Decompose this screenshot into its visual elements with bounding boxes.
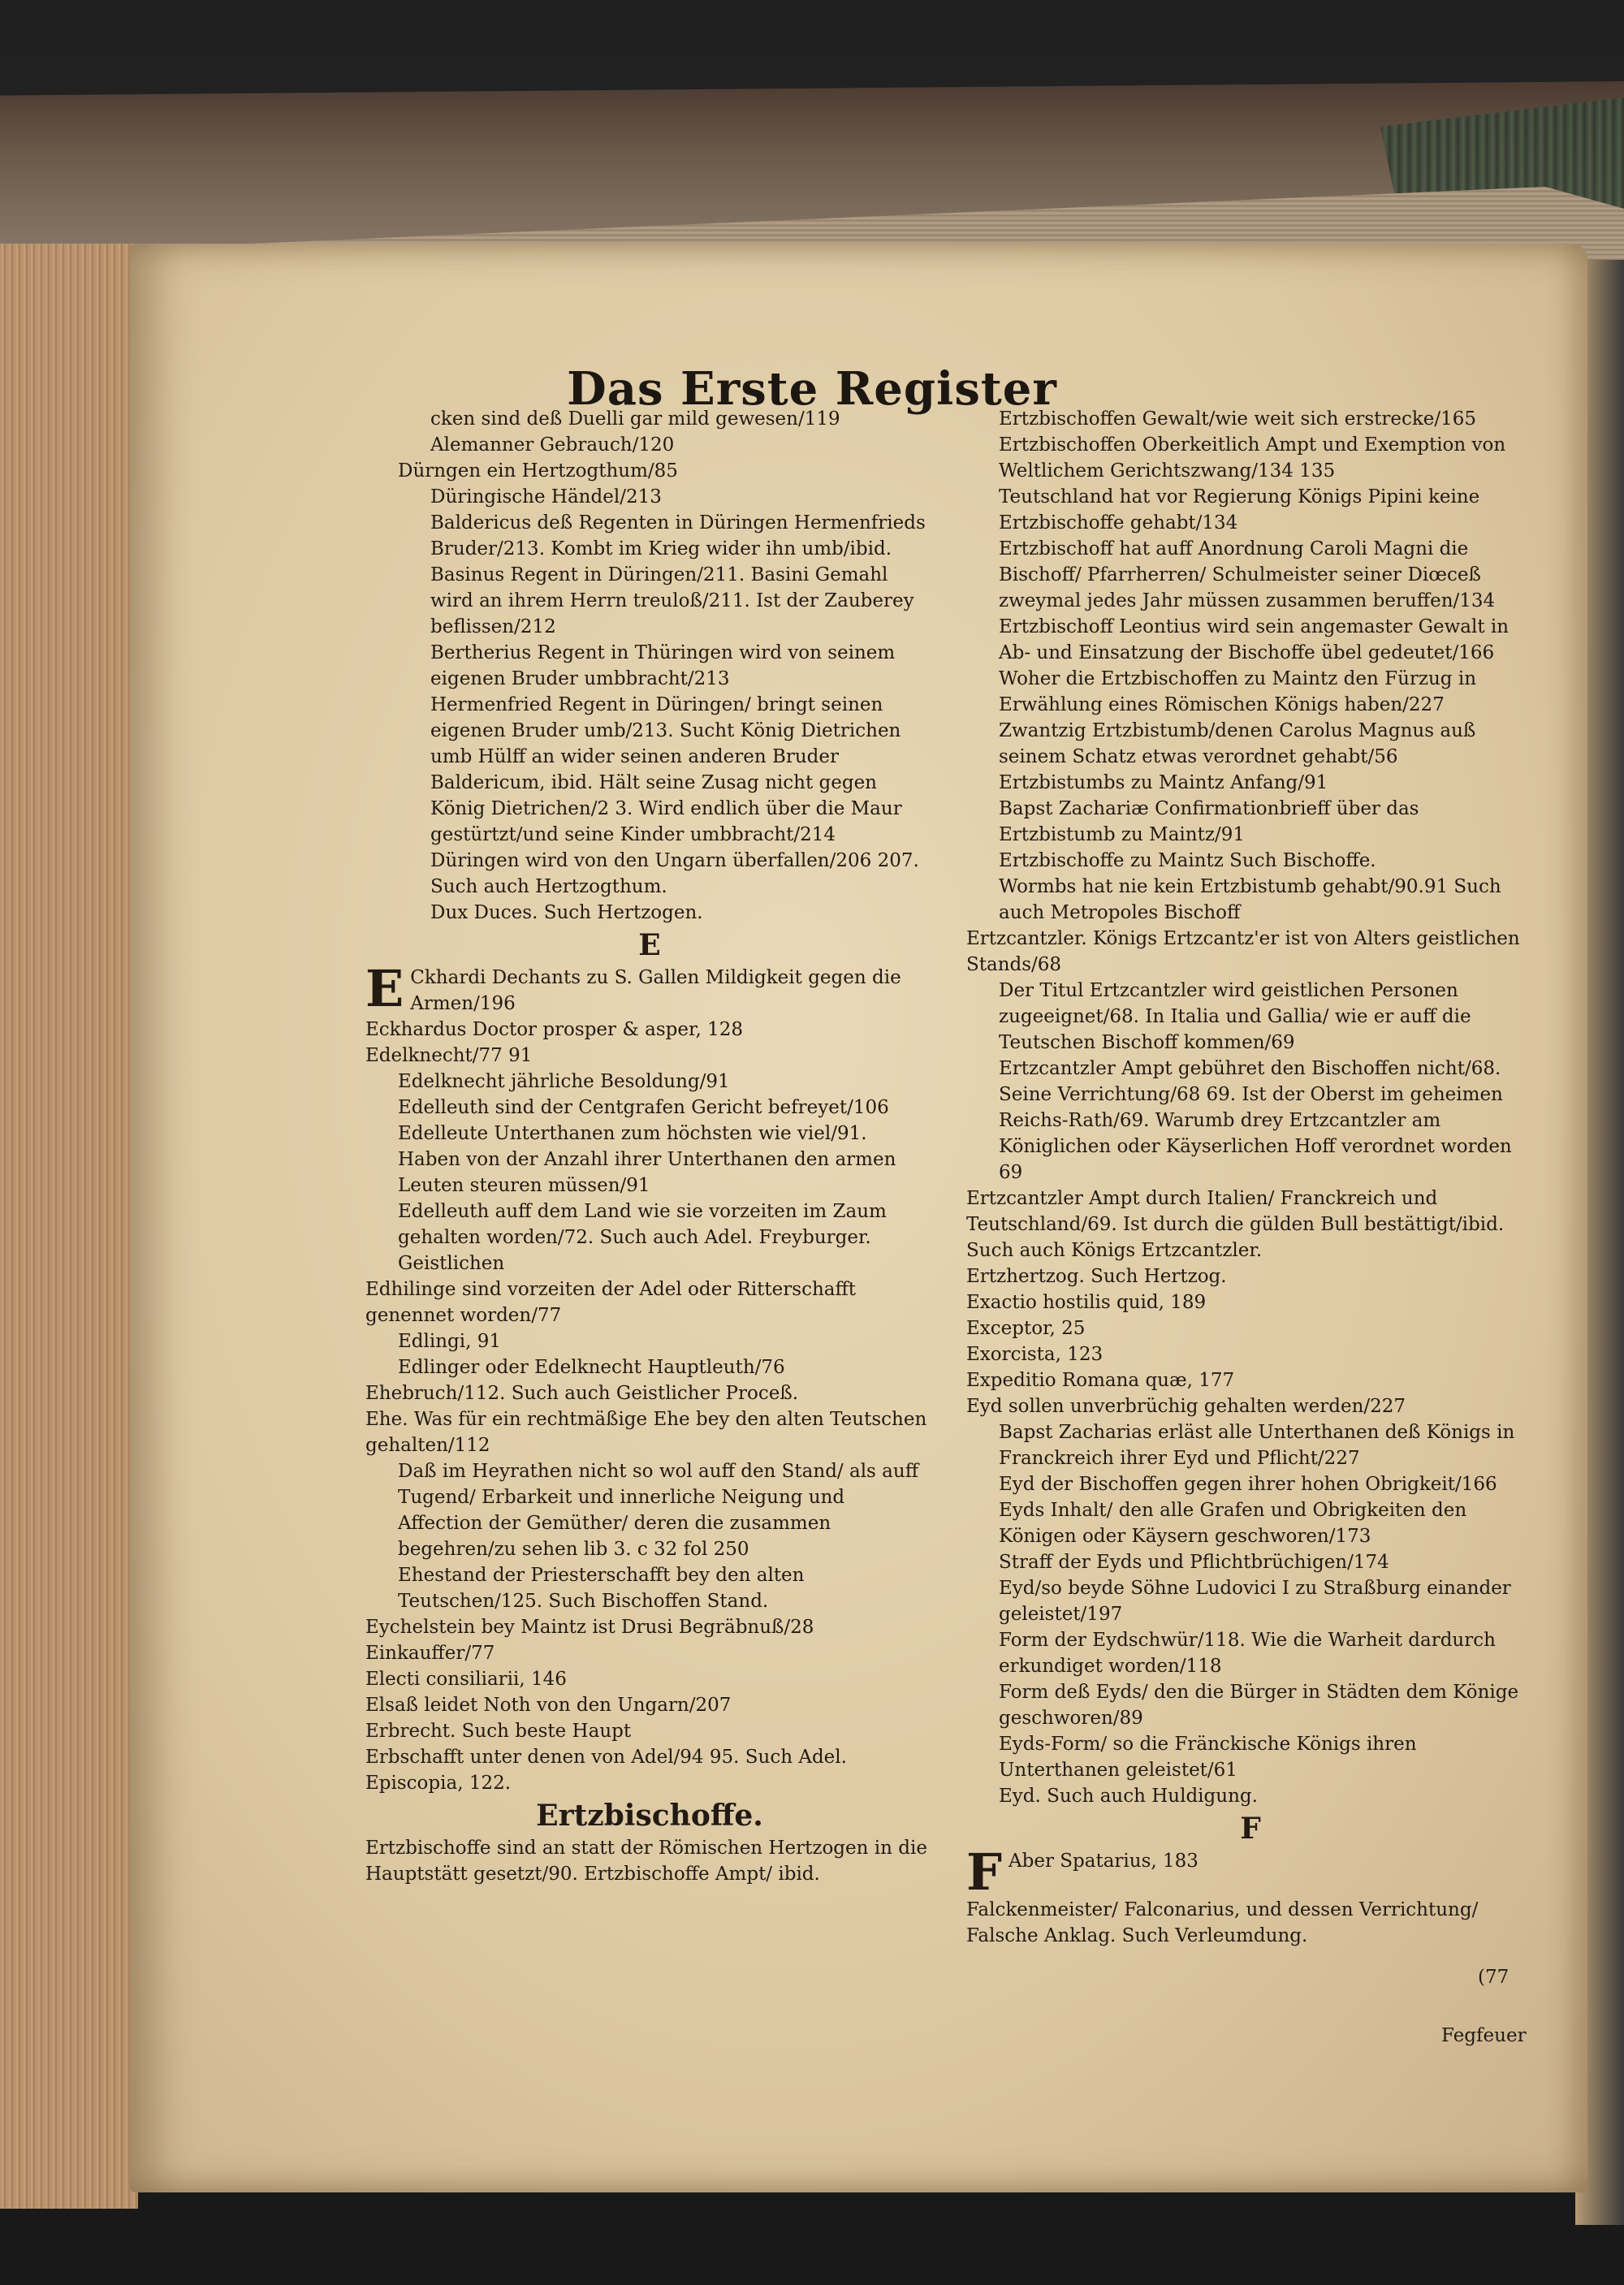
index-entry: Ertzbischoff Leontius wird sein angemaster Gewalt in Ab- und Einsatzung der Bischoffe übel gedeutet/166 bbox=[999, 616, 1510, 663]
index-entry: Hermenfried Regent in Düringen/ bringt seinen eigenen Bruder umb/213. Sucht König Dietrichen umb Hülff an wider seinen anderen Bruder Baldericum, ibid. Hält seine Zusag nicht gegen König Dietrichen/2 3. Wird endlich über die Maur gestürtzt/und seine Kinder umbbracht/214 bbox=[430, 694, 902, 845]
index-entry: Dux Duces. Such Hertzogen. bbox=[430, 902, 703, 923]
index-entry: Exorcista, 123 bbox=[966, 1344, 1104, 1365]
index-entry: Ertzcantzler Ampt gebühret den Bischoffen nicht/68. Seine Verrichtung/68 69. Ist der Oberst im geheimen Reichs-Rath/69. Warumb drey Ertzcantzler am Königlichen oder Käyserlichen Hoff verordnet worden 69 bbox=[999, 1058, 1512, 1183]
index-entry: Der Titul Ertzcantzler wird geistlichen Personen zugeeignet/68. In Italia und Gallia/ wie er auff die Teutschen Bischoff kommen/69 bbox=[999, 980, 1471, 1053]
drop-cap: E bbox=[365, 959, 404, 1018]
index-entry: Teutschland hat vor Regierung Königs Pipini keine Ertzbischoffe gehabt/134 bbox=[999, 486, 1480, 533]
drop-cap-text: Aber Spatarius, 183 bbox=[1009, 1851, 1199, 1872]
index-entry: cken sind deß Duelli gar mild gewesen/119 Alemanner Gebrauch/120 bbox=[430, 408, 840, 456]
index-entry: Dürngen ein Hertzogthum/85 bbox=[398, 460, 678, 482]
index-entry: Eyd/so beyde Söhne Ludovici I zu Straßburg einander geleistet/197 bbox=[999, 1578, 1511, 1625]
index-entry: Edhilinge sind vorzeiten der Adel oder Ritterschafft genennet worden/77 bbox=[365, 1279, 857, 1326]
index-entry: Edelleuth sind der Centgrafen Gericht befreyet/106 bbox=[398, 1097, 889, 1118]
index-entry: Edlingi, 91 bbox=[398, 1331, 502, 1352]
index-entry: Erbrecht. Such beste Haupt bbox=[365, 1721, 632, 1742]
index-entry: Eyd der Bischoffen gegen ihrer hohen Obrigkeit/166 bbox=[999, 1474, 1497, 1495]
page-title: Das Erste Register bbox=[567, 362, 1057, 416]
index-entry-first bbox=[365, 959, 934, 1018]
index-entry: Ertzbischoff hat auff Anordnung Caroli Magni die Bischoff/ Pfarrherren/ Schulmeister seiner Diœceß zweymal jedes Jahr müssen zusammen beruffen/134 bbox=[999, 538, 1496, 611]
index-entry: Düringische Händel/213 bbox=[430, 486, 662, 508]
page-edges-left bbox=[0, 244, 138, 2209]
index-entry: Bapst Zachariæ Confirmationbrieff über das Ertzbistumb zu Maintz/91 bbox=[999, 798, 1419, 845]
drop-cap: F bbox=[966, 1842, 1003, 1902]
index-entry: Woher die Ertzbischoffen zu Maintz den Fürzug in Erwählung eines Römischen Königs haben/227 bbox=[999, 668, 1477, 715]
index-entry: Form der Eydschwür/118. Wie die Warheit dardurch erkundiget worden/118 bbox=[999, 1630, 1496, 1677]
index-entry: Eyds Inhalt/ den alle Grafen und Obrigkeiten den Königen oder Käysern geschworen/173 bbox=[999, 1500, 1467, 1547]
index-entry: Düringen wird von den Ungarn überfallen/206 207. Such auch Hertzogthum. bbox=[430, 850, 919, 897]
index-entry: Ehestand der Priesterschafft bey den alten Teutschen/125. Such Bischoffen Stand. bbox=[398, 1565, 805, 1612]
index-entry: Expeditio Romana quæ, 177 bbox=[966, 1370, 1235, 1391]
index-entry: Elsaß leidet Noth von den Ungarn/207 bbox=[365, 1695, 732, 1716]
index-entry: Eychelstein bey Maintz ist Drusi Begräbnuß/28 bbox=[365, 1617, 814, 1638]
index-entry: Wormbs hat nie kein Ertzbistumb gehabt/90.91 Such auch Metropoles Bischoff bbox=[999, 876, 1501, 923]
index-column-left bbox=[365, 406, 934, 1887]
index-entry: Ertzbischoffe sind an statt der Römischen Hertzogen in die Hauptstätt gesetzt/90. Ertzbischoffe Ampt/ ibid. bbox=[365, 1838, 927, 1885]
index-entry: Eyd sollen unverbrüchig gehalten werden/227 bbox=[966, 1396, 1406, 1417]
index-entry: Zwantzig Ertzbistumb/denen Carolus Magnus auß seinem Schatz etwas verordnet gehabt/56 bbox=[999, 720, 1476, 767]
index-entry: Ertzbischoffe zu Maintz Such Bischoffe. bbox=[999, 850, 1376, 871]
page-number: (77 bbox=[1478, 1967, 1510, 1988]
index-entry: Edelknecht/77 91 bbox=[365, 1045, 533, 1066]
index-entry: Edelknecht jährliche Besoldung/91 bbox=[398, 1071, 730, 1092]
index-entry: Bertherius Regent in Thüringen wird von seinem eigenen Bruder umbbracht/213 bbox=[430, 642, 896, 689]
index-column-right bbox=[966, 406, 1535, 1949]
index-entry: Edlinger oder Edelknecht Hauptleuth/76 bbox=[398, 1357, 785, 1378]
index-entry: Ertzbischoffen Oberkeitlich Ampt und Exemption von Weltlichem Gerichtszwang/134 135 bbox=[999, 434, 1506, 482]
section-letter-f: F bbox=[1240, 1812, 1261, 1846]
index-entry: Bapst Zacharias erläst alle Unterthanen deß Königs in Franckreich ihrer Eyd und Pflicht/227 bbox=[999, 1422, 1515, 1469]
index-entry: Ertzhertzog. Such Hertzog. bbox=[966, 1266, 1227, 1287]
index-entry: Electi consiliarii, 146 bbox=[365, 1669, 567, 1690]
index-entry: Episcopia, 122. bbox=[365, 1773, 512, 1794]
index-entry: Edelleute Unterthanen zum höchsten wie viel/91. Haben von der Anzahl ihrer Unterthanen den armen Leuten steuren müssen/91 bbox=[398, 1123, 896, 1196]
index-entry: Ertzbistumbs zu Maintz Anfang/91 bbox=[999, 772, 1328, 793]
index-entry: Ertzcantzler. Königs Ertzcantz'er ist von Alters geistlichen Stands/68 bbox=[966, 928, 1520, 975]
index-entry: Ertzcantzler Ampt durch Italien/ Franckreich und Teutschland/69. Ist durch die gülden Bull bestättigt/ibid. Such auch Königs Ertzcantzler. bbox=[966, 1188, 1505, 1261]
index-entry: Exceptor, 25 bbox=[966, 1318, 1086, 1339]
drop-cap-text: Ckhardi Dechants zu S. Gallen Mildigkeit gegen die Armen/196 bbox=[410, 967, 901, 1014]
index-entry: Straff der Eyds und Pflichtbrüchigen/174 bbox=[999, 1552, 1389, 1573]
index-entry: Edelleuth auff dem Land wie sie vorzeiten im Zaum gehalten worden/72. Such auch Adel. Freyburger. Geistlichen bbox=[398, 1201, 887, 1274]
index-entry: Exactio hostilis quid, 189 bbox=[966, 1292, 1207, 1313]
section-letter-e: E bbox=[638, 928, 661, 962]
index-entry: Erbschafft unter denen von Adel/94 95. Such Adel. bbox=[365, 1747, 847, 1768]
index-entry: Form deß Eyds/ den die Bürger in Städten dem Könige geschworen/89 bbox=[999, 1682, 1519, 1729]
index-entry: Eckhardus Doctor prosper & asper, 128 bbox=[365, 1019, 743, 1040]
subheading-ertzbischoffe: Ertzbischoffe. bbox=[536, 1799, 763, 1833]
index-entry: Einkauffer/77 bbox=[365, 1643, 495, 1664]
index-entry: Falsche Anklag. Such Verleumdung. bbox=[966, 1925, 1308, 1946]
index-entry: Basinus Regent in Düringen/211. Basini Gemahl wird an ihrem Herrn treuloß/211. Ist der Zauberey beflissen/212 bbox=[430, 564, 914, 637]
index-entry: Ertzbischoffen Gewalt/wie weit sich erstrecke/165 bbox=[999, 408, 1477, 430]
index-entry: Falckenmeister/ Falconarius, und dessen Verrichtung/ bbox=[966, 1899, 1479, 1920]
index-entry: Daß im Heyrathen nicht so wol auff den Stand/ als auff Tugend/ Erbarkeit und innerliche Neigung und Affection der Gemüther/ deren die zusammen begehren/zu sehen lib 3. c 32 fol 250 bbox=[398, 1461, 919, 1560]
catchword: Fegfeuer bbox=[1441, 2025, 1527, 2046]
index-entry: Eyd. Such auch Huldigung. bbox=[999, 1786, 1258, 1807]
index-entry: Ehe. Was für ein rechtmäßige Ehe bey den alten Teutschen gehalten/112 bbox=[365, 1409, 927, 1456]
index-entry-first bbox=[966, 1842, 1535, 1902]
index-entry: Baldericus deß Regenten in Düringen Hermenfrieds Bruder/213. Kombt im Krieg wider ihn umb/ibid. bbox=[430, 512, 926, 559]
index-entry: Eyds-Form/ so die Fränckische Königs ihren Unterthanen geleistet/61 bbox=[999, 1734, 1417, 1781]
index-entry: Ehebruch/112. Such auch Geistlicher Proceß. bbox=[365, 1383, 799, 1404]
